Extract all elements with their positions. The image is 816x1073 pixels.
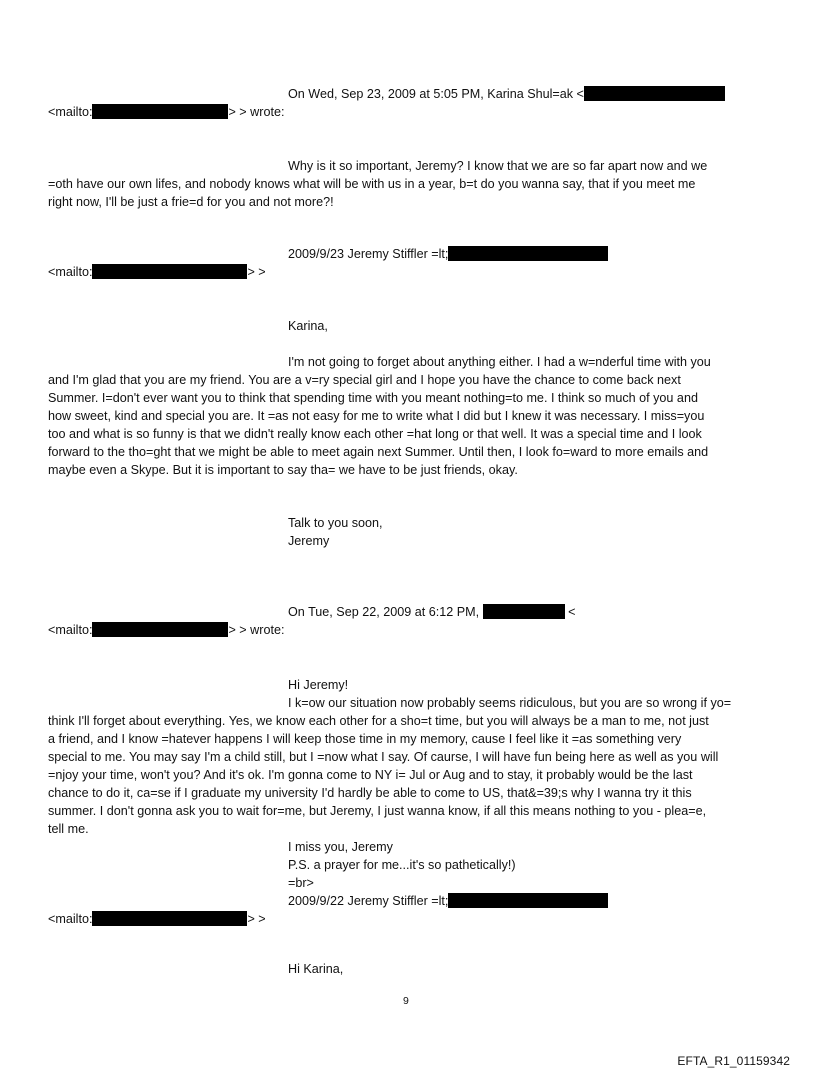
redaction-box	[92, 104, 228, 119]
redaction-box	[448, 893, 608, 908]
body-line: think I'll forget about everything. Yes, we know each other for a sho=t time, but you will always be a man to me, not just	[48, 714, 709, 728]
sign-off-line: I miss you, Jeremy	[288, 840, 393, 854]
body-line: chance to do it, ca=se if I graduate my university I'd hardly be able to come to US, that&=39;s why I wanna try it this	[48, 786, 692, 800]
greeting: Hi Jeremy!	[288, 678, 349, 692]
closing-line: Talk to you soon,	[288, 516, 383, 530]
mailto-suffix: > > wrote:	[228, 105, 285, 119]
mailto-suffix: > >	[247, 912, 266, 926]
mailto-line	[48, 103, 284, 121]
mailto-prefix: <mailto:	[48, 105, 93, 119]
greeting: Hi Karina,	[288, 962, 344, 976]
angle-bracket: <	[568, 605, 576, 619]
greeting: Karina,	[288, 319, 328, 333]
body-line: a friend, and I know =hatever happens I will keep those time in my memory, cause I feel like it =as something very	[48, 732, 682, 746]
artifact-line: =br>	[288, 876, 314, 890]
body-line: how sweet, kind and special you are. It =as not easy for me to write what I did but I knew it was necessary. I miss=you	[48, 409, 705, 423]
page-number: 9	[403, 995, 409, 1007]
body-line: right now, I'll be just a frie=d for you and not more?!	[48, 195, 334, 209]
body-line: Why is it so important, Jeremy? I know that we are so far apart now and we	[288, 159, 708, 173]
email-header-line	[288, 892, 608, 910]
mailto-line	[48, 910, 266, 928]
body-line: tell me.	[48, 822, 89, 836]
signature-name: Jeremy	[288, 534, 330, 548]
email-header-line	[288, 603, 576, 621]
mailto-prefix: <mailto:	[48, 623, 93, 637]
email-header-line	[288, 245, 608, 263]
mailto-suffix: > > wrote:	[228, 623, 285, 637]
body-line: forward to the tho=ght that we might be able to meet again next Summer. Until then, I look fo=ward to more emails and	[48, 445, 709, 459]
mailto-line	[48, 263, 266, 281]
mailto-prefix: <mailto:	[48, 912, 93, 926]
redaction-box	[92, 622, 228, 637]
body-line: I k=ow our situation now probably seems ridiculous, but you are so wrong if yo=	[288, 696, 732, 710]
redaction-box	[92, 911, 247, 926]
mailto-prefix: <mailto:	[48, 265, 93, 279]
postscript-line: P.S. a prayer for me...it's so pathetically!)	[288, 858, 516, 872]
header-text: On Wed, Sep 23, 2009 at 5:05 PM, Karina Shul=ak <	[288, 87, 584, 101]
body-line: maybe even a Skype. But it is important to say tha= we have to be just friends, okay.	[48, 463, 518, 477]
redaction-box	[448, 246, 608, 261]
body-line: special to me. You may say I'm a child still, but I =now what I say. Of caurse, I will have fun being here as well as you will	[48, 750, 719, 764]
email-header-line	[288, 85, 725, 103]
body-line: Summer. I=don't ever want you to think that spending time with you meant nothing=to me. I think so much of you and	[48, 391, 698, 405]
header-text: On Tue, Sep 22, 2009 at 6:12 PM,	[288, 605, 480, 619]
body-line: summer. I don't gonna ask you to wait for=me, but Jeremy, I just wanna know, if all this means nothing to you - plea=e,	[48, 804, 707, 818]
body-line: I'm not going to forget about anything either. I had a w=nderful time with you	[288, 355, 711, 369]
bates-number: EFTA_R1_01159342	[677, 1054, 790, 1068]
redaction-box	[584, 86, 725, 101]
body-line: too and what is so funny is that we didn't really know each other =hat long or that well. It was a special time and I look	[48, 427, 702, 441]
header-text: 2009/9/22 Jeremy Stiffler =lt;	[288, 894, 449, 908]
header-text: 2009/9/23 Jeremy Stiffler =lt;	[288, 247, 449, 261]
body-line: and I'm glad that you are my friend. You are a v=ry special girl and I hope you have the chance to come back next	[48, 373, 681, 387]
mailto-suffix: > >	[247, 265, 266, 279]
body-line: =oth have our own lifes, and nobody knows what will be with us in a year, b=t do you wanna say, that if you meet me	[48, 177, 696, 191]
body-line: =njoy your time, won't you? And it's ok. I'm gonna come to NY i= Jul or Aug and to stay, it probably would be the last	[48, 768, 693, 782]
redaction-box	[483, 604, 565, 619]
mailto-line	[48, 621, 284, 639]
redaction-box	[92, 264, 247, 279]
